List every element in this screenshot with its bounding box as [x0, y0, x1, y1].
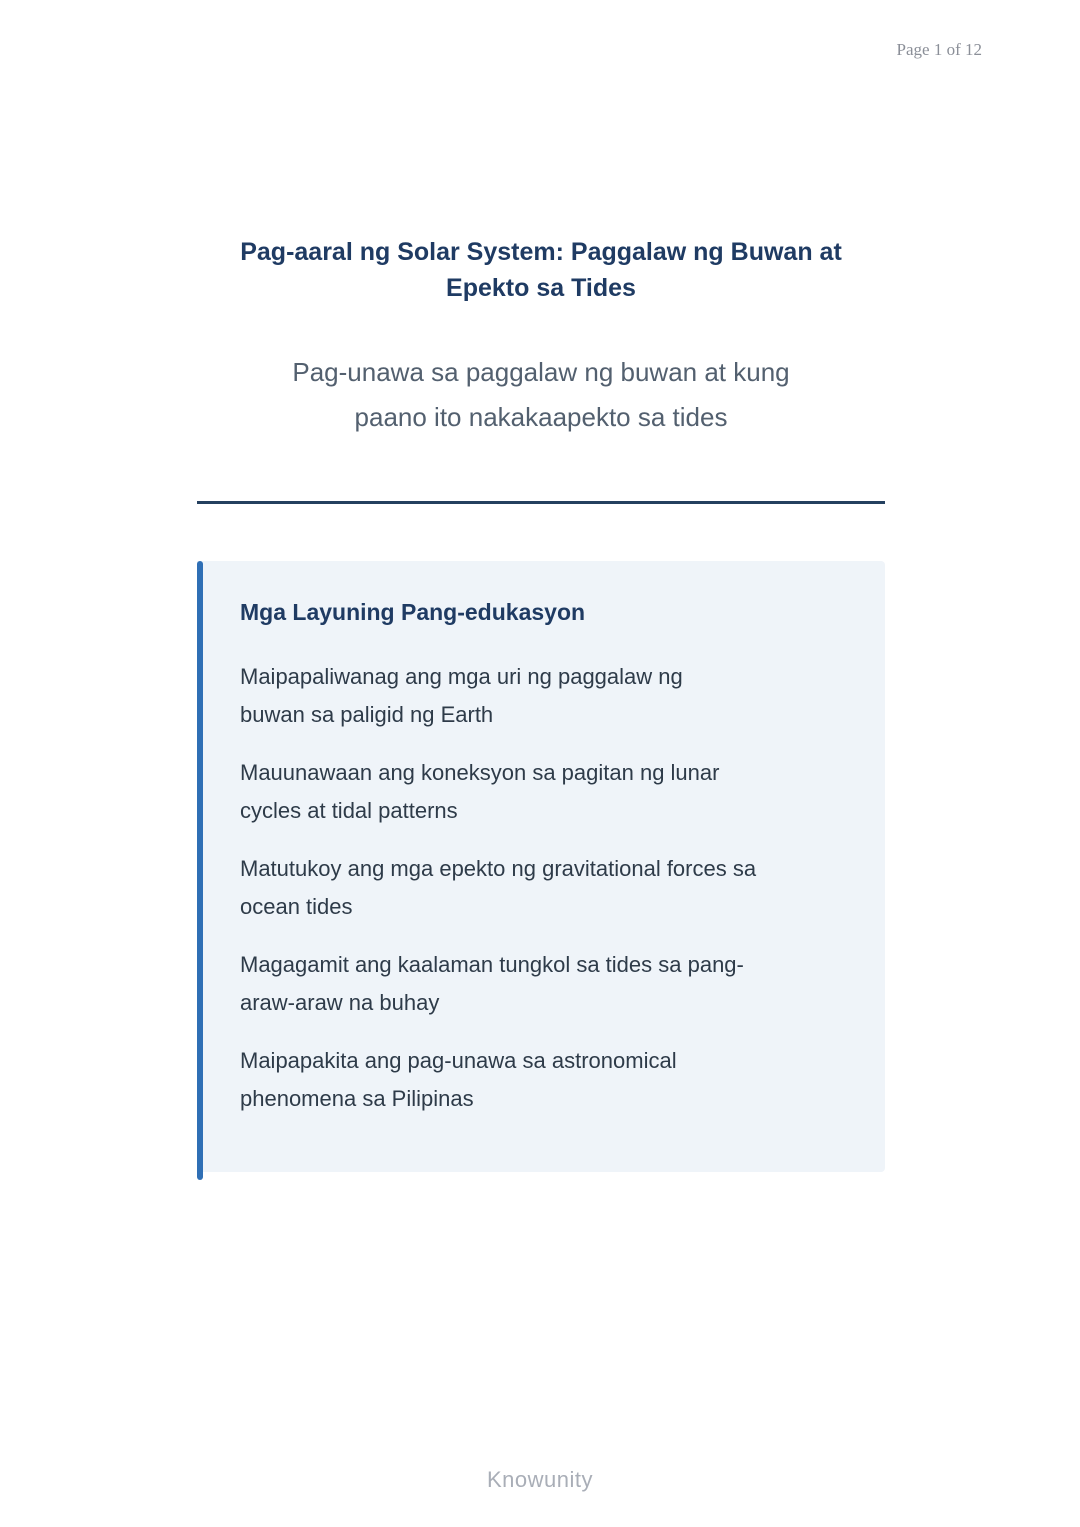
objectives-heading: Mga Layuning Pang-edukasyon: [240, 599, 586, 625]
objective-item-line: Maipapaliwanag ang mga uri ng paggalaw ng: [240, 664, 683, 689]
objectives-callout-box: [197, 561, 885, 1172]
document-subtitle-line-1: Pag-unawa sa paggalaw ng buwan at kung: [292, 357, 790, 387]
document-title-line-2: Epekto sa Tides: [446, 274, 636, 302]
objective-item: [240, 658, 845, 734]
objective-item-line: ocean tides: [240, 894, 353, 919]
document-subtitle-line-2: paano ito nakakaapekto sa tides: [354, 402, 728, 432]
document-title: [197, 234, 885, 306]
page-indicator: Page 1 of 12: [896, 40, 982, 59]
objective-item-line: araw-araw na buhay: [240, 990, 440, 1015]
objective-item-line: Matutukoy ang mga epekto ng gravitational forces sa: [240, 856, 757, 881]
objective-item-line: Mauunawaan ang koneksyon sa pagitan ng lunar: [240, 760, 720, 785]
objective-item: [240, 946, 845, 1022]
footer-brand: Knowunity: [486, 1467, 593, 1492]
objective-item: [240, 850, 845, 926]
objective-item: [240, 754, 845, 830]
document-subtitle: [197, 350, 885, 440]
section-divider: [197, 501, 885, 504]
objective-item-line: buwan sa paligid ng Earth: [240, 702, 494, 727]
objective-item-line: cycles at tidal patterns: [240, 798, 458, 823]
objective-item-line: Magagamit ang kaalaman tungkol sa tides sa pang-: [240, 952, 744, 977]
objective-item-line: phenomena sa Pilipinas: [240, 1086, 474, 1111]
left-accent-bar: [197, 561, 203, 1180]
document-title-line-1: Pag-aaral ng Solar System: Paggalaw ng Buwan at: [240, 238, 842, 266]
objective-item-line: Maipapakita ang pag-unawa sa astronomical: [240, 1048, 677, 1073]
objective-item: [240, 1042, 845, 1118]
